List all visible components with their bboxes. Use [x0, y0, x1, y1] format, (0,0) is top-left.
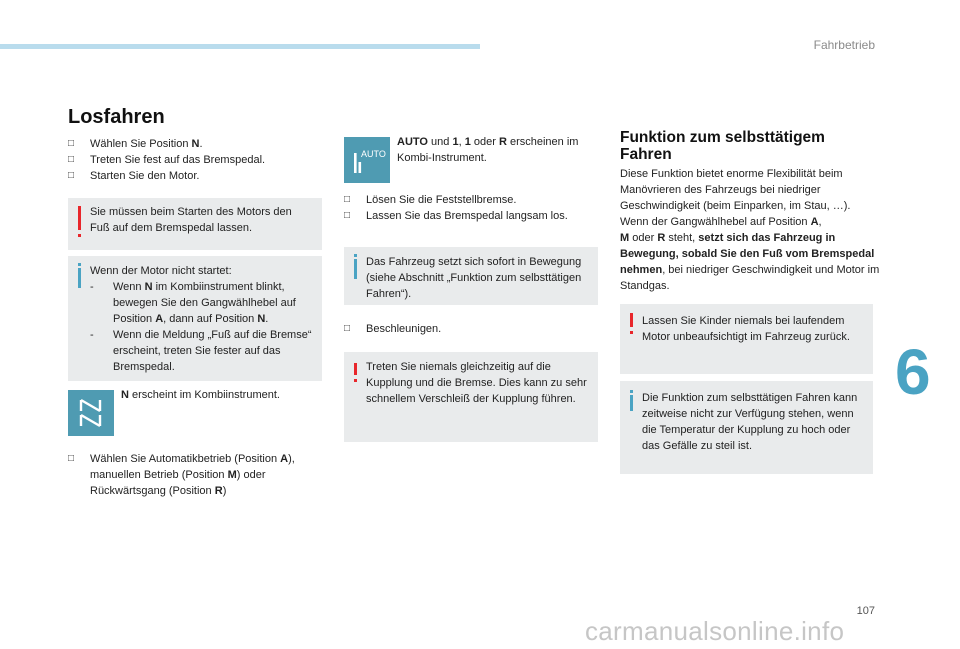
auto-display-text: AUTO und 1, 1 oder R erscheinen im Kombi-Instrument.: [397, 136, 579, 164]
svg-text:AUTO: AUTO: [361, 149, 386, 159]
checkbox-bullet-icon: □: [68, 138, 75, 149]
warning-box: Lassen Sie Kinder niemals bei laufendem Motor unbeaufsichtigt im Fahrzeug zurück.: [620, 304, 873, 374]
list-item: □ Starten Sie den Motor.: [68, 170, 200, 182]
section-heading: Funktion zum selbsttätigem Fahren: [620, 129, 825, 163]
info-bar-icon: [78, 268, 81, 288]
exclamation-warning-icon: [78, 206, 81, 230]
warning-box: Treten Sie niemals gleichzeitig auf die Kupplung und die Bremse. Dies kann zu sehr schnellem Verschleiß der Kupplung führen.: [344, 352, 598, 442]
list-item: □ Beschleunigen.: [344, 323, 442, 335]
list-item: □ Wählen Sie Position N.: [68, 138, 203, 150]
start-steps: [68, 136, 328, 184]
n-display-text: N erscheint im Kombiinstrument.: [121, 389, 280, 401]
accelerate-step: [344, 321, 604, 337]
checkbox-bullet-icon: □: [68, 154, 75, 165]
select-mode-step: [68, 451, 313, 499]
list-item: - Wenn N im Kombiinstrument blinkt, bewegen Sie den Gangwählhebel auf Position A, dann auf Position N.: [90, 281, 296, 325]
list-item: □ Lassen Sie das Bremspedal langsam los.: [344, 210, 568, 222]
info-intro: Wenn der Motor nicht startet:: [90, 265, 232, 277]
warning-text: Sie müssen beim Starten des Motors den Fuß auf dem Bremspedal lassen.: [90, 206, 292, 234]
release-steps: [344, 192, 604, 224]
info-bar-icon: [630, 395, 633, 411]
function-description: Diese Funktion bietet enorme Flexibilität beim Manövrieren des Fahrzeugs bei niedriger Geschwindigkeit (beim Einparken, im Stau, …). Wenn der Gangwählhebel auf Position A, M oder R steht, setzt sich das Fahrzeug in Bewegung, sobald Sie den Fuß vom Bremspedal nehmen, bei niedriger Geschwindigkeit und Motor im Standgas.: [620, 168, 880, 292]
page-number: 107: [856, 605, 875, 617]
checkbox-bullet-icon: □: [68, 453, 75, 464]
header-accent-bar: [0, 44, 480, 49]
list-item: - Wenn die Meldung „Fuß auf die Bremse“ erscheint, treten Sie fester auf das Bremspedal.: [90, 329, 312, 373]
list-item: □ Wählen Sie Automatikbetrieb (Position A), manuellen Betrieb (Position M) oder Rückwärtsgang (Position R): [68, 453, 295, 497]
info-box: [68, 256, 322, 381]
warning-box: [68, 198, 322, 250]
checkbox-bullet-icon: □: [344, 210, 351, 221]
auto-display-icon: [344, 137, 390, 183]
n-display-icon: [68, 390, 114, 436]
info-box: Die Funktion zum selbsttätigen Fahren kann zeitweise nicht zur Verfügung stehen, wenn die Temperatur der Kupplung zu hoch oder das Gefälle zu steil ist.: [620, 381, 873, 474]
exclamation-warning-icon: [354, 363, 357, 375]
section-title: Fahrbetrieb: [813, 38, 875, 52]
checkbox-bullet-icon: □: [68, 170, 75, 181]
exclamation-warning-icon: [630, 313, 633, 327]
list-item: □ Lösen Sie die Feststellbremse.: [344, 194, 517, 206]
checkbox-bullet-icon: □: [344, 194, 351, 205]
info-box: Das Fahrzeug setzt sich sofort in Bewegung (siehe Abschnitt „Funktion zum selbsttätigen Fahren“).: [344, 247, 598, 305]
info-bar-icon: [354, 259, 357, 279]
info-list: [90, 279, 314, 375]
page-title: Losfahren: [68, 106, 165, 128]
list-item: □ Treten Sie fest auf das Bremspedal.: [68, 154, 266, 166]
watermark: carmanualsonline.info: [585, 616, 845, 646]
checkbox-bullet-icon: □: [344, 323, 351, 334]
chapter-number: 6: [895, 336, 931, 408]
